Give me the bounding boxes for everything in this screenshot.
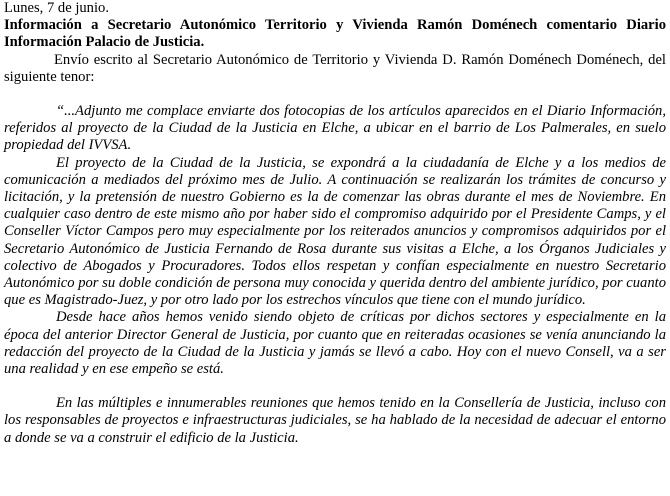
quote-paragraph-3: Desde hace años hemos venido siendo objeto de críticas por dichos sectores y especialmente en la época del anterior Director General de Justicia, por cuanto que en reiteradas ocasiones se venía anunciando la redacción del proyecto de la Ciudad de la Justicia y jamás se llevó a cabo. Hoy con el nuevo Consell, va a ser una realidad y en ese empeño se está. [4,309,666,378]
intro-paragraph: Envío escrito al Secretario Autonómico de Territorio y Vivienda D. Ramón Doménech Doménech, del siguiente tenor: [4,51,666,85]
quote-paragraph-4: En las múltiples e innumerables reuniones que hemos tenido en la Consellería de Justicia, incluso con los responsables de proyectos e infraestructuras judiciales, se ha hablado de la necesidad de adecuar el entorno a donde se va a construir el edificio de la Justicia. [4,395,666,446]
document-date: Lunes, 7 de junio. [4,0,109,16]
document-heading: Información a Secretario Autonómico Territorio y Vivienda Ramón Doménech comentario Diario Información Palacio de Justicia. [4,17,666,51]
document-page [4,0,666,447]
quote-paragraph-2: El proyecto de la Ciudad de la Justicia, se expondrá a la ciudadanía de Elche y a los medios de comunicación a mediados del próximo mes de Julio. A continuación se realizarán los trámites de concurso y licitación, y la pretensión de nuestro Gobierno es la de comenzar las obras durante el mes de Noviembre. En cualquier caso dentro de este mismo año por haber sido el compromiso adquirido por el Presidente Camps, y el Conseller Víctor Campos pero muy especialmente por los reiterados anuncios y compromisos adquiridos por el Secretario Autonómico de Justicia Fernando de Rosa durante sus visitas a Elche, a los Órganos Judiciales y colectivo de Abogados y Procuradores. Todos ellos respetan y confían especialmente en nuestro Secretario Autonómico por su doble condición de persona muy conocida y querida dentro del ambiente jurídico, por cuanto que es Magistrado-Juez, y por otro lado por los estrechos vínculos que tiene con el mundo jurídico. [4,154,666,309]
quote-paragraph-1: “...Adjunto me complace enviarte dos fotocopias de los artículos aparecidos en el Diario Información, referidos al proyecto de la Ciudad de la Justicia en Elche, a ubicar en el barrio de Los Palmerales, en suelo propiedad del IVVSA. [4,103,666,154]
